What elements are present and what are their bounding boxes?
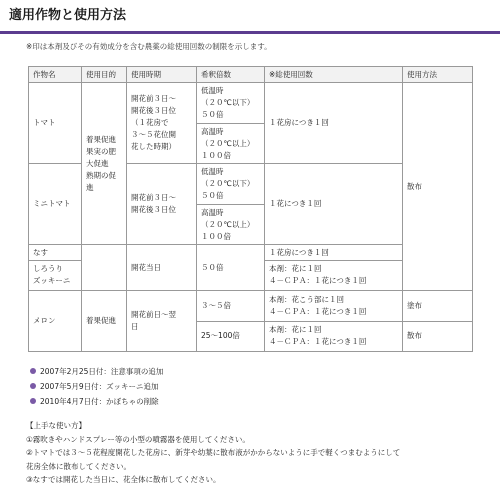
header-cell: ※総使用回数 (265, 67, 403, 83)
table-row (29, 291, 473, 321)
table-row (29, 83, 473, 124)
timing-cell: 開花当日 (127, 245, 197, 291)
dilution-cell: ３～５倍 (197, 291, 265, 321)
method-cell: 散布 (403, 321, 473, 351)
update-text: 2007年5月9日付：ズッキーニ追加 (40, 382, 159, 391)
update-history (30, 364, 163, 409)
purpose-cell: 着果促進 (82, 291, 127, 352)
count-cell: １花房につき１回 (265, 83, 403, 164)
tips-title: 【上手な使い方】 (26, 421, 86, 430)
header-cell: 使用時期 (127, 67, 197, 83)
list-item (30, 379, 163, 394)
count-cell: 本剤：花こう部に１回 ４－ＣＰＡ：１花につき１回 (265, 291, 403, 321)
header-cell: 希釈倍数 (197, 67, 265, 83)
bullet-icon (30, 383, 36, 389)
header-cell: 使用方法 (403, 67, 473, 83)
method-cell: 塗布 (403, 291, 473, 321)
count-cell: １花につき１回 (265, 164, 403, 245)
dilution-cell: 25～100倍 (197, 321, 265, 351)
crop-cell: しろうり ズッキーニ (29, 260, 82, 290)
dilution-cell: 高温時 （２０℃以上） １００倍 (197, 204, 265, 245)
bullet-icon (30, 368, 36, 374)
update-text: 2007年2月25日付：注意事項の追加 (40, 367, 164, 376)
tips-line: ②トマトでは３～５花程度開花した花房に、新芽や幼葉に散布液がかからないように手で軽くつまむようにして (26, 448, 401, 457)
crop-cell: なす (29, 245, 82, 260)
dilution-cell: 高温時 （２０℃以上） １００倍 (197, 123, 265, 164)
tips-line: 花房全体に散布してください。 (26, 461, 131, 471)
timing-cell: 開花前３日～ 開花後３日位 （１花房で ３～５花位開 花した時期） (127, 83, 197, 164)
crop-cell: ミニトマト (29, 164, 82, 245)
count-cell: 本剤：花に１回 ４－ＣＰＡ：１花につき１回 (265, 321, 403, 351)
header-cell: 作物名 (29, 67, 82, 83)
crop-cell: メロン (29, 291, 82, 352)
method-cell: 散布 (403, 83, 473, 291)
list-item (30, 394, 163, 409)
usage-note: ※印は本剤及びその有効成分を含む農薬の総使用回数の制限を示します。 (26, 42, 272, 51)
tips-line: ③なすでは開花した当日に、花全体に散布してください。 (26, 475, 221, 484)
purpose-cell: 着果促進 果実の肥 大促進 熟期の促 進 (82, 83, 127, 245)
count-cell: １花房につき１回 (265, 245, 403, 260)
dilution-cell: ５０倍 (197, 245, 265, 291)
page-title: 適用作物と使用方法 (0, 0, 500, 34)
list-item (30, 364, 163, 379)
usage-table (28, 66, 473, 352)
tips-line: ①霧吹きやハンドスプレー等の小型の噴霧器を使用してください。 (26, 434, 250, 444)
crop-cell: トマト (29, 83, 82, 164)
dilution-cell: 低温時 （２０℃以下） ５０倍 (197, 83, 265, 124)
timing-cell: 開花前日～翌 日 (127, 291, 197, 352)
update-text: 2010年4月7日付：かぼちゃの削除 (40, 397, 159, 406)
header-cell: 使用目的 (82, 67, 127, 83)
bullet-icon (30, 398, 36, 404)
timing-cell: 開花前３日～ 開花後３日位 (127, 164, 197, 245)
table-header-row (29, 67, 473, 83)
usage-tips (26, 419, 486, 487)
purpose-cell (82, 245, 127, 291)
count-cell: 本剤：花に１回 ４－ＣＰＡ：１花につき１回 (265, 260, 403, 290)
dilution-cell: 低温時 （２０℃以下） ５０倍 (197, 164, 265, 205)
